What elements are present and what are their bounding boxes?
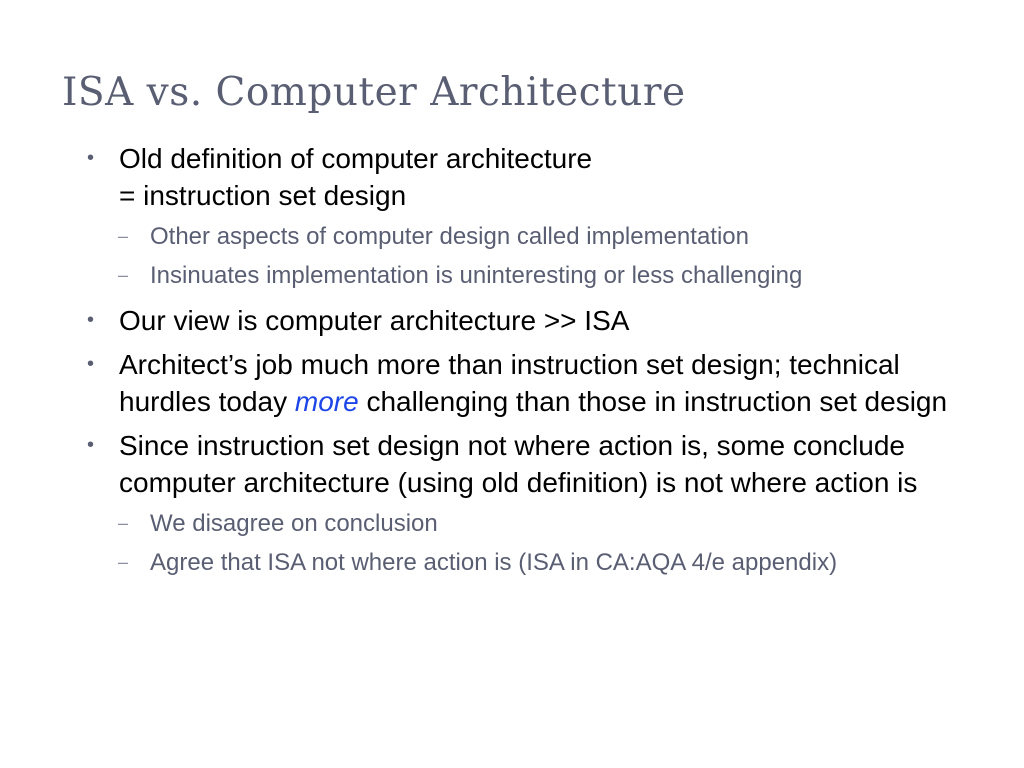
emphasis-more: more (294, 386, 359, 417)
sub-bullet-marker: – (118, 513, 129, 533)
bullet-text-post: challenging than those in instruction set design (358, 386, 948, 417)
sub-bullet-marker: – (118, 265, 129, 285)
bullet-text-line1: Old definition of computer architecture (119, 143, 593, 174)
bullet-text-line2: = instruction set design (119, 180, 407, 211)
sub-bullet-text: Insinuates implementation is uninteresting or less challenging (150, 262, 803, 289)
bullet-old-definition (0, 140, 1024, 214)
slide-title: ISA vs. Computer Architecture (62, 70, 686, 115)
bullet-marker: • (87, 434, 95, 456)
sub-bullet-implementation (0, 221, 1024, 252)
bullet-text-pre: Architect’s job much more than instruction set design; technical hurdles today (119, 349, 900, 417)
bullet-marker: • (87, 147, 95, 169)
bullet-text: Our view is computer architecture >> ISA (119, 305, 630, 336)
bullet-marker: • (87, 309, 95, 331)
bullet-since-isa (0, 427, 1024, 501)
sub-bullet-text: We disagree on conclusion (150, 510, 438, 537)
bullet-marker: • (87, 353, 95, 375)
sub-bullet-marker: – (118, 552, 129, 572)
sub-bullet-insinuates (0, 260, 1024, 291)
bullet-text: Since instruction set design not where action is, some conclude computer architecture (using old definition) is not where action is (119, 430, 918, 498)
slide-content (0, 140, 1024, 578)
bullet-architects-job (0, 346, 1024, 420)
sub-bullet-agree (0, 547, 1024, 578)
sub-bullet-text: Other aspects of computer design called implementation (150, 223, 749, 250)
sub-bullet-disagree (0, 508, 1024, 539)
sub-bullet-text: Agree that ISA not where action is (ISA in CA:AQA 4/e appendix) (150, 549, 838, 576)
sub-bullet-marker: – (118, 226, 129, 246)
bullet-our-view (0, 302, 1024, 339)
